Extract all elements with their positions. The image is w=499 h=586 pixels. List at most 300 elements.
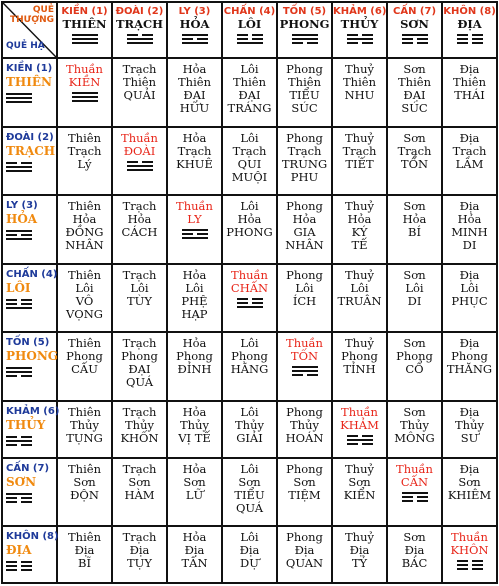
hexagram-name-line: Thiên <box>68 461 101 476</box>
hexagram-name-line: TẾ <box>351 238 368 253</box>
hexagram-name-line: Trạch <box>232 143 267 158</box>
hexagram-name-line: Trạch <box>122 404 157 419</box>
column-trigram-name: THỦY <box>340 17 379 31</box>
pure-hexagram-symbol <box>72 92 98 102</box>
pure-hexagram-cell <box>57 58 112 127</box>
column-header-7 <box>387 2 442 58</box>
hexagram-name-line: PHONG <box>226 225 273 240</box>
column-trigram-number: KHÔN (8) <box>443 6 496 17</box>
hexagram-name-line: Sơn <box>403 267 426 282</box>
hexagram-name-line: QUAN <box>285 556 324 571</box>
broken-line-1 <box>6 162 32 164</box>
hexagram-name-line: Sơn <box>403 530 426 545</box>
hexagram-name-line: ĐỘN <box>70 487 99 502</box>
solid-line-2 <box>72 38 98 40</box>
hexagram-name-line: Trạch <box>452 143 487 158</box>
row-trigram-number: KHÔN (8) <box>6 531 59 543</box>
hexagram-cell <box>222 58 277 127</box>
column-header-2 <box>112 2 167 58</box>
row-trigram-number: CẤN (7) <box>6 462 50 474</box>
hexagram-name-line: Phong <box>176 349 213 364</box>
hexagram-name-line: Hỏa <box>347 212 372 227</box>
broken-line-2 <box>6 497 32 499</box>
hexagram-cell <box>332 58 387 127</box>
hexagram-name-line: Trạch <box>67 143 102 158</box>
solid-line-1 <box>402 492 428 494</box>
hexagram-name-line: DI <box>407 293 422 308</box>
hexagram-name-line: VÔ <box>75 293 94 308</box>
hexagram-cell <box>222 127 277 196</box>
hexagram-cell <box>387 195 442 264</box>
hexagram-name-line: Trạch <box>122 199 157 214</box>
hexagram-cell <box>57 458 112 527</box>
broken-line-1 <box>457 560 483 562</box>
hexagram-name-line: PHỤC <box>451 293 488 308</box>
row-trigram-number: KHẢM (6) <box>6 405 60 417</box>
hexagram-name-line: TỔN <box>400 156 429 171</box>
hexagram-name-line: Thiên <box>178 75 211 89</box>
hexagram-name-line: LÂM <box>455 156 484 171</box>
column-header-6 <box>332 2 387 58</box>
column-trigram-name: HỎA <box>179 17 210 31</box>
broken-line-2 <box>402 38 428 40</box>
corner-upper-label <box>10 5 54 25</box>
hexagram-name-line: ÍCH <box>292 293 317 308</box>
hexagram-name-line: Phong <box>286 130 323 145</box>
hexagram-name-line: Thuần <box>176 199 213 214</box>
hexagram-name-line: Hỏa <box>182 404 207 419</box>
solid-line-3 <box>72 100 98 102</box>
column-trigram-number: KHẢM (6) <box>333 6 387 17</box>
solid-line-2 <box>347 38 373 40</box>
hexagram-name-line: ĐẠI <box>403 88 426 102</box>
hexagram-name-line: TRÁNG <box>227 101 272 115</box>
row-trigram-name: THIÊN <box>6 75 52 89</box>
broken-line-2 <box>457 564 483 566</box>
hexagram-name-line: Phong <box>286 404 323 419</box>
hexagram-name-line: TỈNH <box>343 362 376 377</box>
hexagram-name-line: Trạch <box>122 336 157 351</box>
hexagram-name-line: Thiên <box>123 75 156 89</box>
corner-cell <box>2 2 57 58</box>
hexagram-name-line: KHUÊ <box>176 156 213 171</box>
hexagram-name-line: HẰNG <box>230 362 269 377</box>
hexagram-name-line: Thuần <box>66 62 103 76</box>
hexagram-name-line: Trạch <box>177 143 212 158</box>
column-trigram-number: CẤN (7) <box>392 6 437 17</box>
broken-line-3 <box>402 42 428 44</box>
hexagram-cell <box>332 332 387 401</box>
solid-line-2 <box>347 439 373 441</box>
row-trigram-symbol <box>6 93 32 103</box>
hexagram-name-line: Địa <box>459 404 480 419</box>
hexagram-name-line: Thuần <box>451 530 488 545</box>
hexagram-name-line: Thiên <box>398 75 431 89</box>
solid-line-3 <box>237 306 263 308</box>
pure-hexagram-cell <box>167 195 222 264</box>
hexagram-name-line: Thủy <box>70 417 99 432</box>
broken-line-1 <box>237 298 263 300</box>
hexagram-name-line: KHÔN <box>450 543 489 558</box>
hexagram-name-line: Thuần <box>396 461 433 476</box>
broken-line-3 <box>292 42 318 44</box>
hexagram-name-line: Thuần <box>231 267 268 282</box>
hexagram-name-line: Thuỷ <box>345 530 374 545</box>
hexagram-name-line: Sơn <box>403 130 426 145</box>
hexagram-cell <box>387 264 442 333</box>
hexagram-name-line: QUẢI <box>123 88 156 102</box>
column-trigram-number: LY (3) <box>178 6 211 17</box>
hexagram-name-line: Thiên <box>233 75 266 89</box>
hexagram-name-line: HẠP <box>181 306 208 321</box>
hexagram-name-line: Trạch <box>122 62 157 76</box>
column-trigram-symbol <box>292 34 318 44</box>
broken-line-3 <box>457 42 483 44</box>
hexagram-cell <box>112 264 167 333</box>
hexagram-name-line: Thủy <box>125 417 154 432</box>
hexagram-cell <box>277 458 332 527</box>
hexagram-name-line: CẤU <box>71 362 98 377</box>
solid-line-3 <box>6 170 32 172</box>
hexagram-name-line: Sơn <box>73 474 96 489</box>
broken-line-3 <box>6 501 32 503</box>
column-trigram-number: TỐN (5) <box>282 6 327 17</box>
broken-line-1 <box>127 34 153 36</box>
hexagram-name-line: Lôi <box>240 62 259 76</box>
hexagram-name-line: QUI <box>237 156 262 171</box>
hexagram-name-line: Thuỷ <box>345 267 374 282</box>
row-trigram-symbol <box>6 162 32 172</box>
broken-line-2 <box>6 303 32 305</box>
hexagram-cell <box>112 332 167 401</box>
broken-line-3 <box>6 569 32 571</box>
row-header-6 <box>2 401 60 458</box>
solid-line-2 <box>6 371 32 373</box>
hexagram-name-line: GIA <box>293 225 316 240</box>
hexagram-name-line: TIỂU <box>234 487 265 502</box>
hexagram-cell <box>222 526 277 583</box>
hexagram-name-line: Phong <box>286 461 323 476</box>
hexagram-name-line: Hỏa <box>182 336 207 351</box>
solid-line-1 <box>292 366 318 368</box>
column-header-8 <box>442 2 497 58</box>
hexagram-cell <box>222 458 277 527</box>
hexagram-name-line: Phong <box>231 349 268 364</box>
hexagram-cell <box>57 195 112 264</box>
column-trigram-number: KIỀN (1) <box>61 6 108 17</box>
pure-hexagram-symbol <box>292 366 318 376</box>
row-trigram-symbol <box>6 299 32 309</box>
table-row-5 <box>2 332 497 401</box>
hexagram-name-line: TỶ <box>351 556 368 571</box>
hexagram-cell <box>442 127 497 196</box>
hexagram-name-line: QUÁ <box>125 375 154 390</box>
hexagram-name-line: BĨ <box>78 556 91 571</box>
hexagram-name-line: MÔNG <box>394 430 435 445</box>
hexagram-name-line: Trạch <box>122 461 157 476</box>
hexagram-name-line: Hỏa <box>182 530 207 545</box>
column-trigram-symbol <box>237 34 263 44</box>
row-trigram-number: TỐN (5) <box>6 337 50 349</box>
column-header-1 <box>57 2 112 58</box>
broken-line-3 <box>457 568 483 570</box>
row-trigram-number: CHẤN (4) <box>6 268 58 280</box>
hexagram-name-line: TIỆM <box>288 487 321 502</box>
broken-line-1 <box>6 436 32 438</box>
hexagram-name-line: Lôi <box>130 280 149 295</box>
row-trigram-name: THỦY <box>6 417 46 432</box>
hexagram-name-line: VỌNG <box>66 306 103 321</box>
hexagram-name-line: Địa <box>349 543 370 558</box>
hexagram-name-line: Sơn <box>238 474 261 489</box>
row-header-1 <box>2 58 57 127</box>
hexagram-name-line: Hỏa <box>237 212 262 227</box>
hexagram-name-line: GIẢI <box>236 430 263 445</box>
hexagram-name-line: Thiên <box>343 75 376 89</box>
solid-line-3 <box>6 307 32 309</box>
hexagram-name-line: Thuỷ <box>345 336 374 351</box>
hexagram-cell <box>442 264 497 333</box>
hexagram-name-line: ĐỒNG <box>65 225 104 240</box>
hexagram-name-line: KHỐN <box>120 430 159 445</box>
hexagram-name-line: Phong <box>66 349 103 364</box>
hexagram-table-page <box>0 1 499 586</box>
hexagram-name-line: Địa <box>74 543 95 558</box>
hexagram-name-line: THÁI <box>454 88 485 102</box>
corner-lower-label: QUẺ HẠ <box>6 41 45 51</box>
broken-line-1 <box>237 34 263 36</box>
row-trigram-number: KIỀN (1) <box>6 63 53 74</box>
hexagram-cell <box>57 526 112 583</box>
hexagram-name-line: CẤN <box>400 474 429 489</box>
hexagram-table <box>1 1 498 584</box>
solid-line-3 <box>127 169 153 171</box>
hexagram-name-line: THĂNG <box>446 362 493 377</box>
hexagram-cell <box>442 58 497 127</box>
hexagram-cell <box>167 127 222 196</box>
hexagram-cell <box>277 264 332 333</box>
pure-hexagram-cell <box>277 332 332 401</box>
broken-line-1 <box>457 34 483 36</box>
hexagram-cell <box>167 58 222 127</box>
hexagram-cell <box>442 195 497 264</box>
solid-line-1 <box>182 34 208 36</box>
hexagram-cell <box>387 526 442 583</box>
row-trigram-number: ĐOÀI (2) <box>6 131 54 143</box>
hexagram-name-line: Trạch <box>342 143 377 158</box>
hexagram-name-line: NHÂN <box>285 238 324 253</box>
pure-hexagram-symbol <box>457 560 483 570</box>
hexagram-name-line: CỔ <box>405 362 424 377</box>
hexagram-name-line: Hỏa <box>182 461 207 476</box>
broken-line-1 <box>347 34 373 36</box>
hexagram-name-line: TRUNG <box>281 156 328 171</box>
broken-line-2 <box>402 496 428 498</box>
hexagram-name-line: Thiên <box>453 75 486 89</box>
hexagram-cell <box>57 401 112 458</box>
hexagram-name-line: CÁCH <box>121 225 158 240</box>
hexagram-name-line: ĐẠI <box>183 88 206 102</box>
hexagram-cell <box>112 401 167 458</box>
hexagram-cell <box>167 401 222 458</box>
hexagram-name-line: Thuỷ <box>345 199 374 214</box>
hexagram-name-line: Địa <box>294 543 315 558</box>
solid-line-3 <box>72 42 98 44</box>
hexagram-name-line: Lôi <box>75 280 94 295</box>
solid-line-1 <box>72 34 98 36</box>
hexagram-name-line: Địa <box>239 543 260 558</box>
pure-hexagram-symbol <box>237 298 263 308</box>
hexagram-name-line: Sơn <box>403 199 426 214</box>
hexagram-cell <box>167 526 222 583</box>
hexagram-cell <box>332 127 387 196</box>
hexagram-name-line: ĐẠI <box>128 362 151 377</box>
hexagram-name-line: PHU <box>290 169 319 184</box>
hexagram-name-line: Thuỷ <box>345 130 374 145</box>
hexagram-cell <box>332 195 387 264</box>
broken-line-2 <box>457 38 483 40</box>
solid-line-1 <box>6 367 32 369</box>
hexagram-name-line: SƯ <box>460 430 479 445</box>
hexagram-name-line: Thuần <box>286 336 323 351</box>
hexagram-cell <box>332 264 387 333</box>
hexagram-cell <box>442 401 497 458</box>
broken-line-2 <box>237 302 263 304</box>
hexagram-name-line: SÚC <box>291 101 318 115</box>
hexagram-name-line: ĐỈNH <box>177 362 212 377</box>
broken-line-2 <box>6 565 32 567</box>
hexagram-name-line: TỐN <box>290 349 319 364</box>
hexagram-name-line: TÙY <box>127 293 152 308</box>
column-trigram-name: ĐỊA <box>457 17 482 31</box>
hexagram-name-line: Phong <box>121 349 158 364</box>
hexagram-name-line: Trạch <box>397 143 432 158</box>
broken-line-2 <box>237 38 263 40</box>
row-header-3 <box>2 195 57 264</box>
hexagram-name-line: MUỘI <box>231 169 268 184</box>
hexagram-name-line: Thiên <box>68 336 101 351</box>
table-row-4 <box>2 264 497 333</box>
solid-line-2 <box>127 165 153 167</box>
broken-line-3 <box>292 374 318 376</box>
row-header-4 <box>2 264 57 333</box>
solid-line-2 <box>6 97 32 99</box>
hexagram-name-line: Địa <box>459 461 480 476</box>
hexagram-name-line: Phong <box>286 199 323 214</box>
column-header-3 <box>167 2 222 58</box>
hexagram-name-line: Lôi <box>240 130 259 145</box>
broken-line-3 <box>402 500 428 502</box>
pure-hexagram-cell <box>222 264 277 333</box>
hexagram-name-line: Thủy <box>455 417 484 432</box>
hexagram-name-line: Lôi <box>240 530 259 545</box>
hexagram-name-line: ĐOÀI <box>123 143 156 158</box>
hexagram-cell <box>277 401 332 458</box>
solid-line-1 <box>6 93 32 95</box>
hexagram-cell <box>277 195 332 264</box>
column-trigram-name: TRẠCH <box>115 17 164 31</box>
hexagram-name-line: KHIÊM <box>447 487 492 502</box>
hexagram-cell <box>277 526 332 583</box>
broken-line-2 <box>182 233 208 235</box>
hexagram-name-line: Phong <box>396 349 433 364</box>
hexagram-cell <box>332 458 387 527</box>
column-header-5 <box>277 2 332 58</box>
hexagram-cell <box>442 332 497 401</box>
column-trigram-symbol <box>457 34 483 44</box>
column-trigram-symbol <box>127 34 153 44</box>
hexagram-name-line: Địa <box>404 543 425 558</box>
header-row <box>2 2 497 58</box>
table-row-3 <box>2 195 497 264</box>
column-trigram-symbol <box>72 34 98 44</box>
row-trigram-symbol <box>6 230 32 240</box>
hexagram-name-line: Lôi <box>405 280 424 295</box>
hexagram-name-line: Lôi <box>240 461 259 476</box>
hexagram-name-line: Thủy <box>180 417 209 432</box>
column-trigram-number: ĐOÀI (2) <box>115 6 164 17</box>
pure-hexagram-cell <box>112 127 167 196</box>
solid-line-2 <box>292 370 318 372</box>
broken-line-3 <box>6 375 32 377</box>
row-header-2 <box>2 127 57 196</box>
hexagram-name-line: Hỏa <box>182 130 207 145</box>
hexagram-name-line: Lý <box>77 156 92 171</box>
hexagram-name-line: Địa <box>459 336 480 351</box>
hexagram-name-line: Hỏa <box>127 212 152 227</box>
hexagram-name-line: QUÁ <box>235 500 264 515</box>
hexagram-cell <box>387 332 442 401</box>
hexagram-name-line: Thủy <box>290 417 319 432</box>
hexagram-name-line: TỤY <box>127 556 152 571</box>
solid-line-2 <box>72 96 98 98</box>
hexagram-cell <box>277 127 332 196</box>
hexagram-cell <box>167 264 222 333</box>
hexagram-name-line: DI <box>462 238 477 253</box>
solid-line-2 <box>6 166 32 168</box>
hexagram-name-line: HỮU <box>179 101 210 115</box>
row-trigram-name: ĐỊA <box>6 543 32 558</box>
hexagram-name-line: Địa <box>459 62 480 76</box>
hexagram-name-line: Phong <box>341 349 378 364</box>
column-trigram-number: CHẤN (4) <box>223 6 276 17</box>
table-row-2 <box>2 127 497 196</box>
broken-line-1 <box>6 299 32 301</box>
broken-line-2 <box>182 38 208 40</box>
broken-line-3 <box>6 444 32 446</box>
table-row-7 <box>2 458 497 527</box>
solid-line-1 <box>402 34 428 36</box>
hexagram-name-line: Thuần <box>341 404 378 419</box>
hexagram-cell <box>277 58 332 127</box>
solid-line-2 <box>6 440 32 442</box>
row-header-5 <box>2 332 57 401</box>
corner-upper-line-2: THƯỢNG <box>10 15 54 25</box>
hexagram-name-line: SÚC <box>401 101 428 115</box>
row-trigram-name: SƠN <box>6 474 37 489</box>
solid-line-3 <box>6 238 32 240</box>
column-trigram-name: LÔI <box>237 17 262 31</box>
solid-line-3 <box>182 237 208 239</box>
hexagram-name-line: Thiên <box>68 267 101 282</box>
hexagram-name-line: Sơn <box>348 474 371 489</box>
hexagram-cell <box>222 332 277 401</box>
hexagram-cell <box>57 332 112 401</box>
hexagram-name-line: Sơn <box>403 62 426 76</box>
hexagram-name-line: MINH <box>451 225 488 240</box>
hexagram-name-line: KIỀN <box>68 75 101 89</box>
row-header-8 <box>2 526 57 583</box>
